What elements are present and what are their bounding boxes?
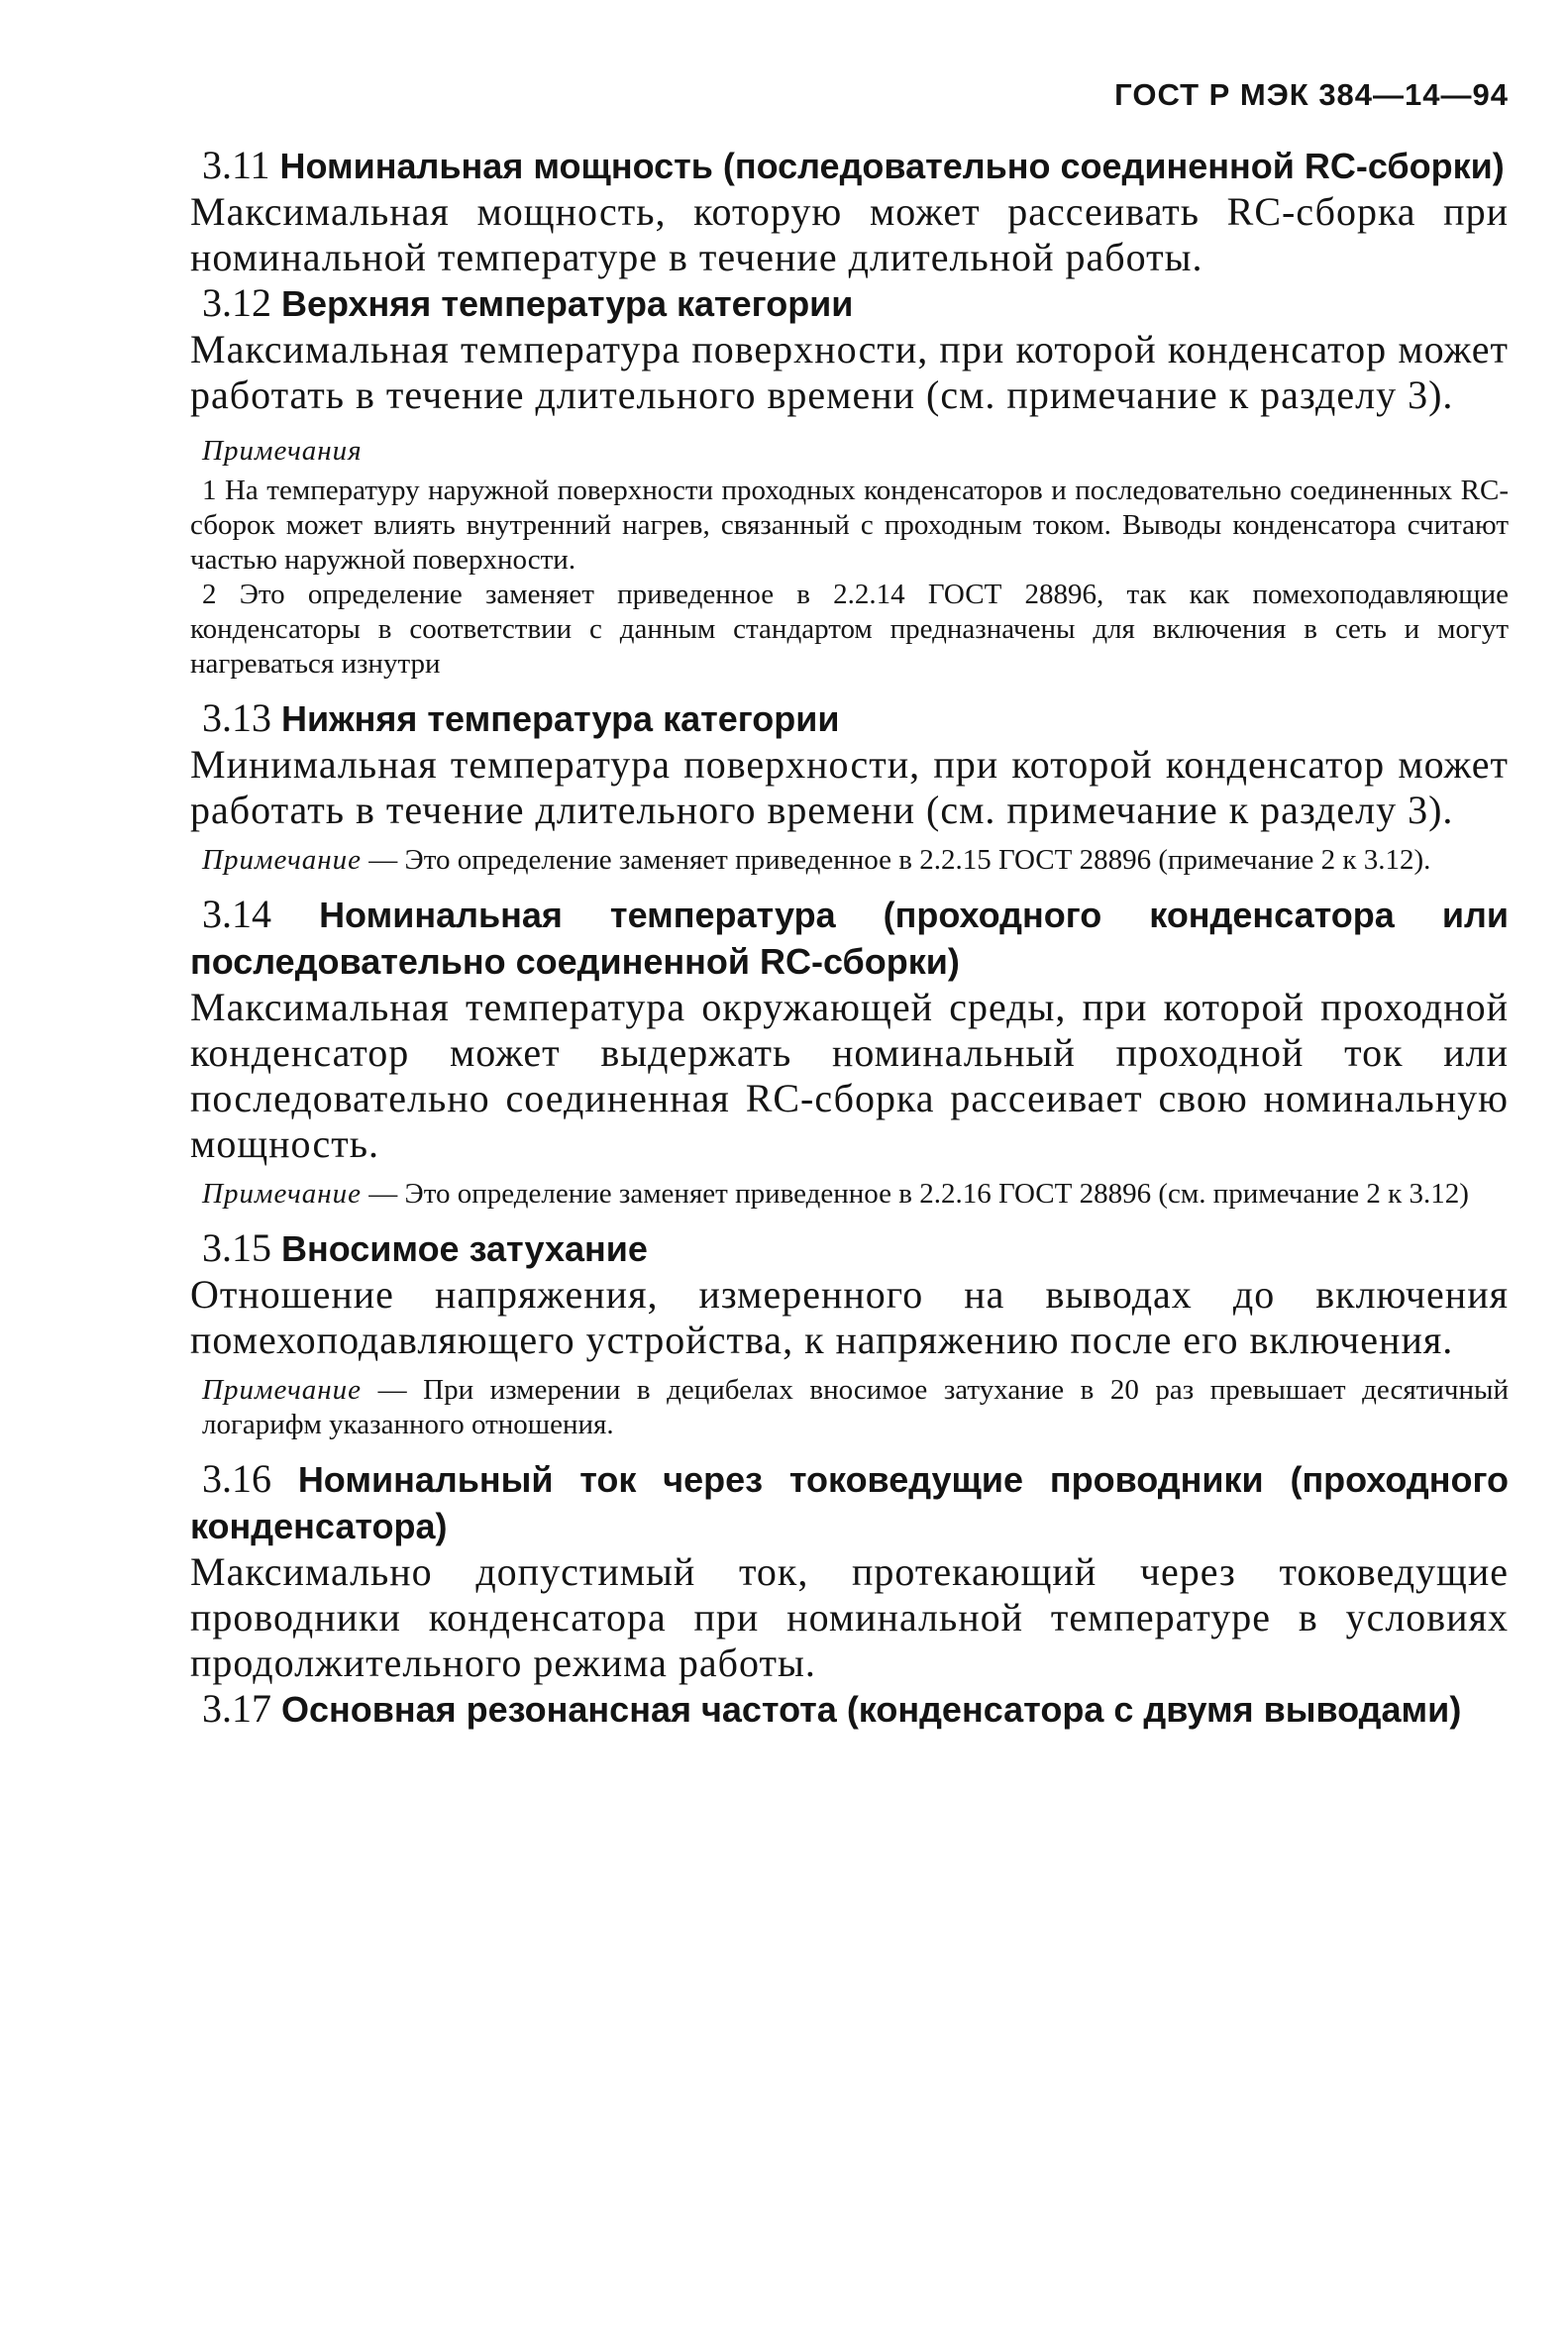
note — [202, 1177, 1509, 1212]
section-text: Максимальная температура поверхности, при которой конденсатор может работать в течение длительного времени (см. примечание к разделу 3). — [190, 327, 1509, 417]
section-title: Основная резонансная частота (конденсатора с двумя выводами) — [281, 1689, 1462, 1730]
section-3-17 — [190, 1686, 1509, 1733]
note-item-1: 1 На температуру наружной поверхности проходных конденсаторов и последовательно соединенных RC-сборок может влиять внутренний нагрев, связанный с проходным током. Выводы конденсатора считают частью наружной поверхности. — [190, 475, 1509, 576]
section-text: Отношение напряжения, измеренного на выводах до включения помехоподавляющего устройства, к напряжению после его включения. — [190, 1272, 1509, 1362]
section-text: Максимальная температура окружающей среды, при которой проходной конденсатор может выдержать номинальный проходной ток или последовательно соединенная RC-сборка рассеивает свою номинальную мощность. — [190, 985, 1509, 1166]
section-heading — [190, 1456, 1509, 1549]
note — [202, 1373, 1509, 1442]
section-3-14 — [190, 892, 1509, 1212]
section-number: 3.15 — [202, 1225, 271, 1270]
section-title: Нижняя температура категории — [281, 698, 840, 739]
section-text: Максимальная мощность, которую может рассеивать RC-сборка при номинальной температуре в течение длительной работы. — [190, 189, 1509, 279]
section-title: Номинальный ток через токоведущие проводники (проходного конденсатора) — [190, 1459, 1510, 1546]
section-heading — [190, 280, 1509, 327]
section-text: Минимальная температура поверхности, при которой конденсатор может работать в течение длительного времени (см. примечание к разделу 3). — [190, 742, 1509, 832]
note-text: — Это определение заменяет приведенное в 2.2.16 ГОСТ 28896 (см. примечание 2 к 3.12) — [362, 1178, 1469, 1210]
section-number: 3.11 — [202, 143, 270, 187]
section-heading — [190, 143, 1509, 189]
section-title: Верхняя температура категории — [281, 283, 854, 324]
section-number: 3.16 — [202, 1456, 271, 1501]
section-title: Вносимое затухание — [281, 1228, 648, 1269]
section-title: Номинальная температура (проходного конденсатора или последовательно соединенной RC-сборки) — [190, 895, 1509, 982]
section-number: 3.17 — [202, 1686, 271, 1731]
section-3-12 — [190, 280, 1509, 682]
note-text: — Это определение заменяет приведенное в 2.2.15 ГОСТ 28896 (примечание 2 к 3.12). — [362, 844, 1431, 876]
section-heading — [190, 695, 1509, 742]
section-title: Номинальная мощность (последовательно соединенной RC-сборки) — [279, 146, 1505, 186]
note-label: Примечание — [202, 1374, 363, 1406]
section-number: 3.14 — [202, 892, 271, 936]
section-number: 3.13 — [202, 695, 271, 740]
note — [202, 843, 1509, 878]
note-label: Примечание — [202, 1178, 363, 1210]
note-label: Примечание — [202, 844, 363, 876]
note-item-2: 2 Это определение заменяет приведенное в 2.2.14 ГОСТ 28896, так как помехоподавляющие конденсаторы в соответствии с данным стандартом предназначены для включения в сеть и могут нагреваться изнутри — [190, 579, 1509, 680]
note-text: — При измерении в децибелах вносимое затухание в 20 раз превышает десятичный логарифм указанного отношения. — [202, 1374, 1509, 1440]
section-heading — [190, 1686, 1509, 1733]
section-3-16 — [190, 1456, 1509, 1686]
section-heading — [190, 1225, 1509, 1272]
section-text: Максимально допустимый ток, протекающий через токоведущие проводники конденсатора при номинальной температуре в условиях продолжительного режима работы. — [190, 1549, 1509, 1685]
section-number: 3.12 — [202, 280, 271, 325]
section-3-15 — [190, 1225, 1509, 1442]
section-3-11 — [190, 143, 1509, 280]
notes-title: Примечания — [202, 435, 363, 467]
page-header: ГОСТ Р МЭК 384—14—94 — [1114, 77, 1509, 112]
section-heading — [190, 892, 1509, 985]
section-3-13 — [190, 695, 1509, 878]
